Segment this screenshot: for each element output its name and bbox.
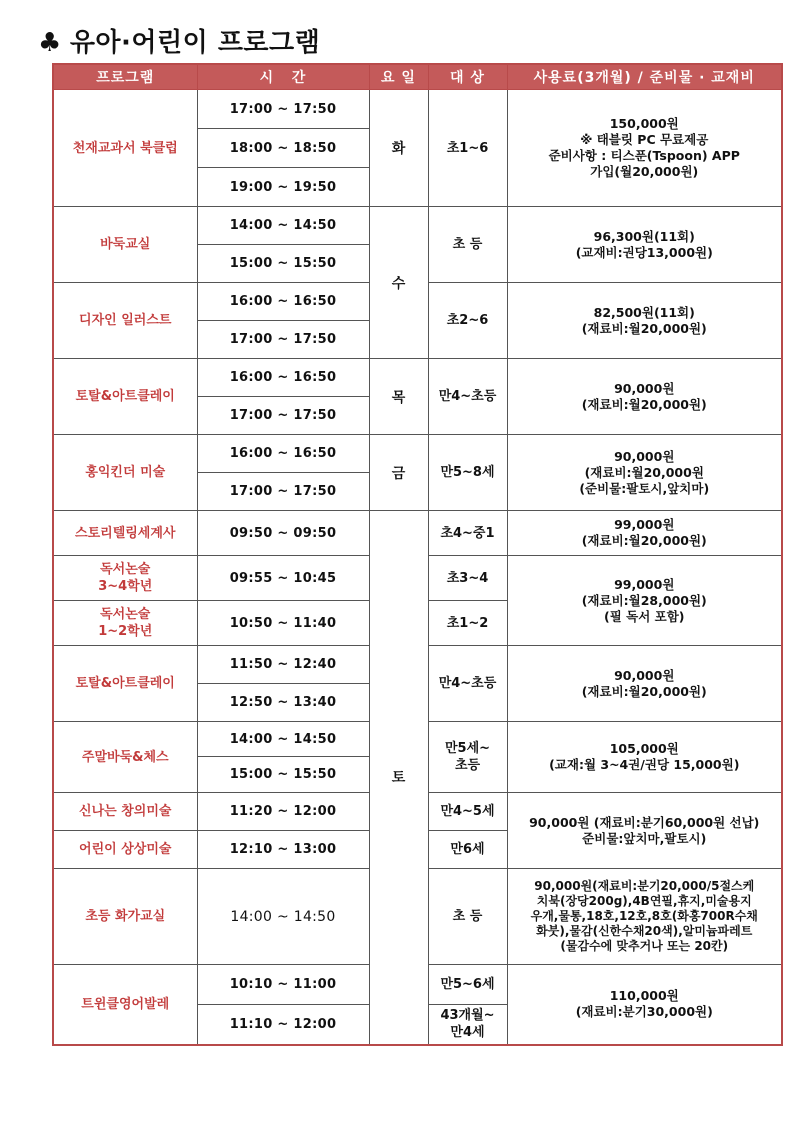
time-slot: 10:10 ~ 11:00 [197,965,369,1005]
time-slot: 09:50 ~ 09:50 [197,511,369,556]
program-name-line: 1~2학년 [98,624,153,639]
time-slot: 17:00 ~ 17:50 [197,90,369,129]
time-slot: 18:00 ~ 18:50 [197,129,369,168]
fee-line: 90,000원 [614,448,675,464]
fee-line: 99,000원 [614,576,675,592]
program-name: 스토리텔링세계사 [53,511,197,556]
fee-line: 105,000원 [609,741,679,756]
target-line: 초등 [454,758,481,773]
fee-cell [507,207,782,283]
time-slot: 16:00 ~ 16:50 [197,283,369,321]
club-suit-icon: ♣ [38,28,62,58]
day-cell: 화 [369,90,428,207]
target-cell: 만5~6세 [428,965,507,1005]
target-line: 만5세~ [444,741,491,756]
table-header-row [53,64,782,90]
target-line: 만4세 [450,1025,485,1041]
fee-cell [507,869,782,965]
time-slot: 12:10 ~ 13:00 [197,831,369,869]
fee-line: 90,000원 [614,380,675,396]
program-name-line: 3~4학년 [98,579,153,594]
program-name [53,601,197,646]
fee-line: ※ 태블릿 PC 무료제공 [580,132,709,147]
day-cell: 목 [369,359,428,435]
program-name: 트윈클영어발레 [53,965,197,1045]
program-name: 주말바둑&체스 [53,722,197,793]
header-program: 프로그램 [53,64,197,90]
fee-line: 90,000원 (재료비:분기60,000원 선납) [529,814,760,830]
header-fee: 사용료(3개월) / 준비물 · 교재비 [507,64,782,90]
fee-cell [507,965,782,1045]
header-day: 요 일 [369,64,428,90]
program-name [53,556,197,601]
fee-line: 가입(월20,000원) [590,164,699,179]
program-schedule-table [52,63,783,1046]
time-slot: 14:00 ~ 14:50 [197,207,369,245]
target-cell: 만5~8세 [428,435,507,511]
target-cell: 초2~6 [428,283,507,359]
fee-line: 90,000원(재료비:분기20,000/5절스케 [534,879,755,893]
fee-line: (재료비:월20,000원 [584,464,704,480]
target-line: 43개월~ [440,1008,495,1024]
fee-line: (교재비:권당13,000원) [575,244,713,260]
time-slot: 15:00 ~ 15:50 [197,245,369,283]
program-name: 홍익킨더 미술 [53,435,197,511]
time-slot: 14:00 ~ 14:50 [197,722,369,757]
program-name-line: 독서논술 [100,562,151,577]
program-name: 신나는 창의미술 [53,793,197,831]
fee-cell [507,793,782,869]
fee-cell [507,90,782,207]
target-cell: 초4~중1 [428,511,507,556]
fee-cell [507,511,782,556]
program-name: 디자인 일러스트 [53,283,197,359]
fee-cell [507,646,782,722]
time-slot: 12:50 ~ 13:40 [197,684,369,722]
target-cell: 만4~초등 [428,359,507,435]
day-cell: 토 [369,511,428,1045]
fee-line: (재료비:월20,000원) [581,683,707,699]
page-title [38,22,320,59]
fee-line: 치북(장당200g),4B연필,휴지,미술용지 [536,894,752,908]
time-slot: 10:50 ~ 11:40 [197,601,369,646]
time-slot: 15:00 ~ 15:50 [197,757,369,793]
time-slot: 17:00 ~ 17:50 [197,397,369,435]
time-slot: 19:00 ~ 19:50 [197,168,369,207]
fee-line: 90,000원 [614,667,675,683]
fee-line: 96,300원(11회) [593,228,695,244]
target-cell: 초 등 [428,207,507,283]
time-slot: 11:50 ~ 12:40 [197,646,369,684]
target-cell: 만4~초등 [428,646,507,722]
fee-line: 준비물:앞치마,팔토시) [582,830,707,846]
fee-cell [507,722,782,793]
page-title-text: 유아·어린이 프로그램 [69,28,321,58]
time-slot: 11:20 ~ 12:00 [197,793,369,831]
fee-cell [507,556,782,646]
fee-cell [507,283,782,359]
fee-line: 99,000원 [614,517,675,532]
target-cell: 초1~2 [428,601,507,646]
table-row [53,435,782,473]
fee-line: 준비사항 : 티스푼(Tspoon) APP [548,148,740,163]
fee-cell [507,359,782,435]
time-slot: 17:00 ~ 17:50 [197,321,369,359]
fee-line: (재료비:월20,000원) [581,320,707,336]
program-name: 천재교과서 북클럽 [53,90,197,207]
fee-line: (재료비:월28,000원) [581,592,707,608]
table-row [53,207,782,245]
fee-line: (준비물:팔토시,앞치마) [579,480,710,496]
time-slot: 14:00 ~ 14:50 [197,869,369,965]
target-cell: 초1~6 [428,90,507,207]
time-slot: 09:55 ~ 10:45 [197,556,369,601]
header-target: 대 상 [428,64,507,90]
fee-line: (재료비:월20,000원) [581,533,707,548]
fee-cell [507,435,782,511]
day-cell: 금 [369,435,428,511]
day-cell: 수 [369,207,428,359]
fee-line: 화붓),물감(신한수채20색),알미늄파레트 [536,924,753,938]
time-slot: 17:00 ~ 17:50 [197,473,369,511]
target-cell [428,1005,507,1045]
target-cell: 초 등 [428,869,507,965]
fee-line: 우개,물통,18호,12호,8호(화홍700R수채 [530,909,758,923]
table-row [53,90,782,129]
fee-line: 110,000원 [609,988,679,1004]
fee-line: (재료비:분기30,000원) [575,1004,713,1020]
fee-line: 150,000원 [609,116,679,131]
table-row [53,359,782,397]
fee-line: 82,500원(11회) [593,304,695,320]
fee-line: (물감수에 맞추거나 또는 20칸) [560,939,729,953]
program-name: 바둑교실 [53,207,197,283]
target-cell [428,722,507,793]
program-name: 어린이 상상미술 [53,831,197,869]
fee-line: (재료비:월20,000원) [581,396,707,412]
target-cell: 초3~4 [428,556,507,601]
program-name: 토탈&아트클레이 [53,359,197,435]
fee-line: (필 독서 포함) [603,608,685,624]
target-cell: 만4~5세 [428,793,507,831]
table-row [53,511,782,556]
header-time: 시 간 [197,64,369,90]
program-name: 토탈&아트클레이 [53,646,197,722]
time-slot: 11:10 ~ 12:00 [197,1005,369,1045]
program-name: 초등 화가교실 [53,869,197,965]
time-slot: 16:00 ~ 16:50 [197,359,369,397]
target-cell: 만6세 [428,831,507,869]
program-name-line: 독서논술 [100,607,151,622]
time-slot: 16:00 ~ 16:50 [197,435,369,473]
fee-line: (교재:월 3~4권/권당 15,000원) [549,757,740,772]
